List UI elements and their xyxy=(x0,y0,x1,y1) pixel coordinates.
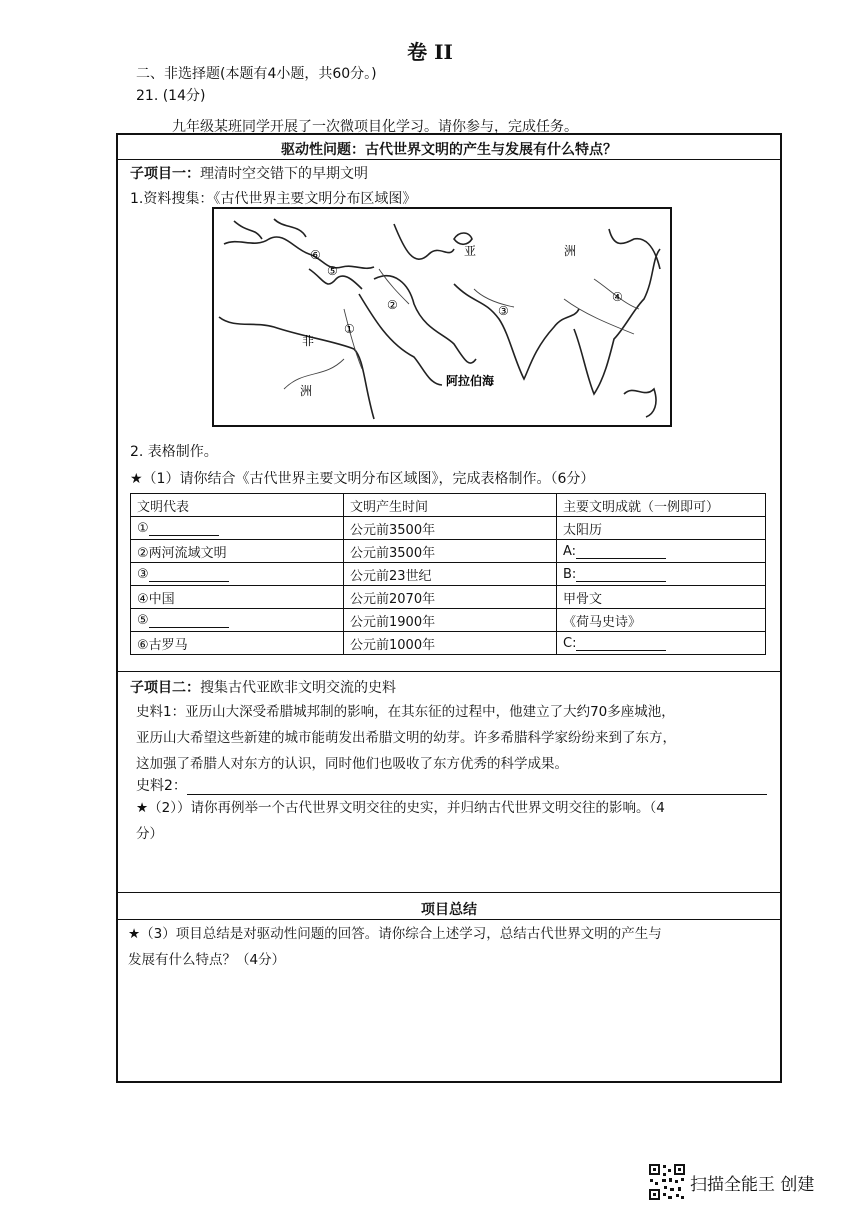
table-cell: ④中国 xyxy=(131,586,344,609)
qr-code-icon xyxy=(648,1163,686,1201)
table-row xyxy=(131,563,766,586)
table-row xyxy=(131,609,766,632)
map-label-asia2: 洲 xyxy=(564,244,577,258)
arabia-coast xyxy=(374,276,476,363)
table-cell[interactable] xyxy=(557,563,766,586)
coastline xyxy=(234,219,306,239)
cell-text: B: xyxy=(563,566,577,582)
source2-label: 史料2： xyxy=(136,778,187,794)
red-sea-coast xyxy=(359,294,442,385)
section-heading: 二、非选择题(本题有4小题，共60分。) xyxy=(136,66,377,82)
table-cell: 公元前3500年 xyxy=(344,517,557,540)
map-marker-2: ② xyxy=(387,298,398,312)
task3-line: ★（3）项目总结是对驱动性问题的回答。请你综合上述学习，总结古代世界文明的产生与 xyxy=(128,926,662,942)
table-header-cell: 主要文明成就（一例即可） xyxy=(557,494,766,517)
table-cell: 太阳历 xyxy=(557,517,766,540)
task2-answer-area[interactable] xyxy=(130,850,766,890)
divider xyxy=(118,919,780,920)
source2-line xyxy=(136,775,767,795)
sub2-title: 子项目二： xyxy=(130,680,200,696)
step2-text: 2. 表格制作。 xyxy=(130,444,218,460)
table-cell: 《荷马史诗》 xyxy=(557,609,766,632)
lake xyxy=(454,233,472,244)
answer-blank[interactable] xyxy=(149,581,229,582)
table-cell: 公元前1000年 xyxy=(344,632,557,655)
scanner-watermark: 扫描全能王 创建 xyxy=(690,1175,815,1195)
table-cell: ⑥古罗马 xyxy=(131,632,344,655)
table-row xyxy=(131,632,766,655)
answer-blank[interactable] xyxy=(576,581,666,582)
source1-line: 史料1：亚历山大深受希腊城邦制的影响，在其东征的过程中，他建立了大约70多座城池， xyxy=(136,704,675,720)
map-marker-5: ⑤ xyxy=(327,264,338,278)
table-cell: 公元前2070年 xyxy=(344,586,557,609)
sub2-heading xyxy=(130,677,396,697)
table-cell: ②两河流域文明 xyxy=(131,540,344,563)
table-header-cell: 文明产生时间 xyxy=(344,494,557,517)
task3-text xyxy=(128,921,778,973)
table-cell[interactable] xyxy=(557,632,766,655)
civilization-map xyxy=(212,207,672,427)
sub1-title-rest: 理清时空交错下的早期文明 xyxy=(200,166,368,182)
coastline xyxy=(224,237,374,268)
map-marker-6: ⑥ xyxy=(310,248,321,262)
cell-text: C: xyxy=(563,635,577,651)
map-label-sea: 阿拉伯海 xyxy=(446,374,495,388)
table-cell: 公元前1900年 xyxy=(344,609,557,632)
summary-title: 项目总结 xyxy=(421,902,477,918)
project-frame xyxy=(116,133,782,1083)
map-marker-3: ③ xyxy=(498,304,509,318)
table-header-row xyxy=(131,494,766,517)
map-graphic xyxy=(214,209,670,425)
task2-text xyxy=(136,795,766,847)
table-row xyxy=(131,586,766,609)
table-cell: 公元前3500年 xyxy=(344,540,557,563)
drive-question: 驱动性问题：古代世界文明的产生与发展有什么特点？ xyxy=(281,142,617,158)
table-cell[interactable] xyxy=(131,609,344,632)
sub2-title-rest: 搜集古代亚欧非文明交流的史料 xyxy=(200,680,396,696)
table-cell[interactable] xyxy=(557,540,766,563)
river xyxy=(284,359,344,389)
cell-text: ③ xyxy=(137,566,149,582)
page-title: 卷 II xyxy=(407,40,453,64)
divider xyxy=(118,892,780,893)
table-cell[interactable] xyxy=(131,563,344,586)
answer-blank[interactable] xyxy=(149,627,229,628)
question-number: 21. (14分) xyxy=(136,88,206,104)
table-cell[interactable] xyxy=(131,517,344,540)
nile-river xyxy=(344,309,362,369)
source1-line: 这加强了希腊人对东方的认识，同时他们也吸收了东方优秀的科学成果。 xyxy=(136,756,568,772)
map-label-africa2: 洲 xyxy=(300,384,313,398)
map-label-africa1: 非 xyxy=(302,334,315,348)
divider xyxy=(118,159,780,160)
source1-line: 亚历山大希望这些新建的城市能萌发出希腊文明的幼芽。许多希腊科学家纷纷来到了东方， xyxy=(136,730,676,746)
sub1-title: 子项目一： xyxy=(130,166,200,182)
southeast-asia-coast xyxy=(574,249,660,394)
sub1-heading xyxy=(130,163,368,183)
answer-blank[interactable] xyxy=(576,558,666,559)
table-row xyxy=(131,540,766,563)
table-header-cell: 文明代表 xyxy=(131,494,344,517)
divider xyxy=(118,671,780,672)
cell-text: ① xyxy=(137,520,149,536)
step1-text: 1.资料搜集：《古代世界主要文明分布区域图》 xyxy=(130,191,417,207)
map-marker-4: ④ xyxy=(612,290,623,304)
table-row xyxy=(131,517,766,540)
intro-text: 九年级某班同学开展了一次微项目化学习。请你参与，完成任务。 xyxy=(172,119,578,135)
task3-line: 发展有什么特点？（4分） xyxy=(128,952,286,968)
map-label-asia1: 亚 xyxy=(464,244,477,258)
source1-text xyxy=(136,699,766,777)
answer-blank[interactable] xyxy=(149,535,219,536)
island xyxy=(624,389,656,417)
yangtze-river xyxy=(564,299,634,334)
answer-blank[interactable] xyxy=(576,650,666,651)
task2-line: ★（2））请你再例举一个古代世界文明交往的史实，并归纳古代世界文明交往的影响。（4 xyxy=(136,800,665,816)
map-marker-1: ① xyxy=(344,322,355,336)
caspian-coast xyxy=(394,224,454,259)
cell-text: A: xyxy=(563,543,577,559)
task2-line: 分） xyxy=(136,826,163,842)
china-coast xyxy=(609,229,660,269)
task3-answer-area[interactable] xyxy=(130,980,766,1070)
task1-text: ★（1）请你结合《古代世界主要文明分布区域图》，完成表格制作。（6分） xyxy=(130,471,595,487)
table-cell: 公元前23世纪 xyxy=(344,563,557,586)
cell-text: ⑤ xyxy=(137,612,149,628)
table-cell: 甲骨文 xyxy=(557,586,766,609)
india-coast xyxy=(454,284,579,379)
civilization-table xyxy=(130,493,766,655)
